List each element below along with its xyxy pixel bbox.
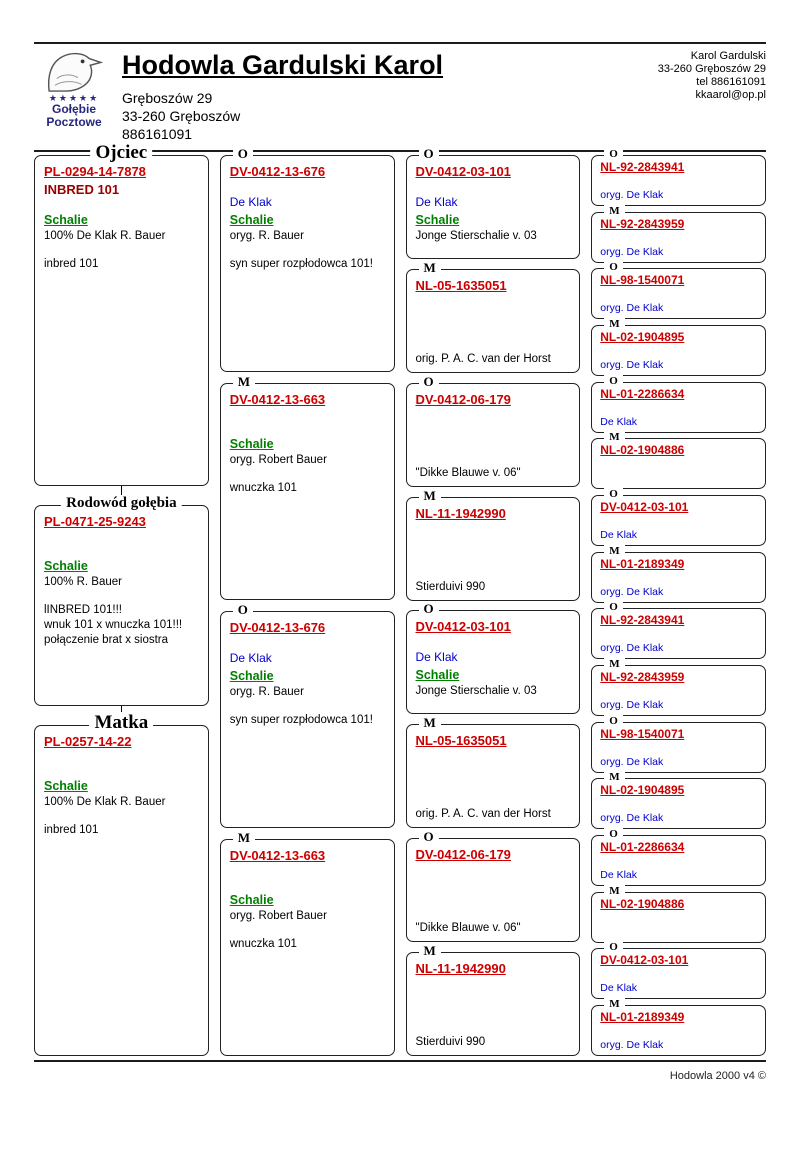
spacer [44,198,199,211]
spacer [600,402,757,416]
box-text: syn super rozpłodowca 101! [229,714,373,726]
pedigree-box [591,544,766,603]
spacer [416,636,571,649]
sex-label: M [419,488,441,504]
spacer [416,409,571,466]
box-text: oryg. De Klak [600,585,664,598]
pedigree-box [591,601,766,659]
sex-label: O [233,146,253,162]
address-line: 33-260 Gręboszów [122,108,241,124]
loft-address [122,89,596,143]
box-text: De Klak [415,195,458,209]
box-text: syn super rozpłodowca 101! [229,258,373,270]
box-text: "Dikke Blauwe v. 06" [415,922,521,935]
pedigree-box [591,657,766,716]
ring-number: PL-0294-14-7878 [44,164,146,179]
column-great-grandparents [406,146,581,1056]
ring-number: DV-0412-06-179 [415,847,511,863]
ring-number: NL-92-2843959 [600,216,685,231]
pedigree-box [591,317,766,376]
sex-label: M [604,205,624,217]
spacer [600,855,757,869]
ring-number: NL-11-1942990 [415,960,506,976]
sex-label: M [419,943,441,959]
box-text: oryg. De Klak [600,189,664,201]
box-text: De Klak [600,868,638,881]
pedigree-box [591,941,766,999]
box-text: De Klak [229,651,272,665]
logo-name-line2: Pocztowe [46,115,102,129]
spacer [230,181,385,194]
spacer [416,295,571,352]
box-text: "Dikke Blauwe v. 06" [415,466,521,479]
spacer [44,531,199,544]
box-text: Schalie [229,669,274,683]
spacer [600,798,757,812]
box-text: Schalie [415,668,460,683]
box-text: wnuczka 101 [229,938,297,950]
pigeon-logo-icon [34,49,114,93]
box-text: Schalie [229,893,274,907]
column-grandparents [220,146,395,1056]
spacer [416,978,571,1035]
box-text: oryg. Robert Bauer [229,454,327,466]
box-text: Schalie [44,559,88,573]
pedigree-box [591,204,766,263]
box-text: lINBRED 101!!! [44,604,122,616]
ring-number: DV-0412-03-101 [600,499,689,514]
spacer [600,232,757,246]
ring-number: NL-98-1540071 [600,726,685,741]
spacer [600,628,757,642]
sex-label: O [419,374,439,390]
ring-number: NL-92-2843941 [600,613,685,628]
box-text: oryg. De Klak [600,245,664,258]
ring-number: DV-0412-13-663 [229,392,326,407]
box-text: Jonge Stierschalie v. 03 [415,685,537,698]
sex-label: O [604,375,623,387]
box-text: połączenie brat x siostra [44,634,169,646]
box-text: inbred 101 [44,824,99,836]
sex-label: O [604,488,623,500]
spacer [230,924,385,937]
sex-label: M [604,658,624,670]
ring-number: NL-98-1540071 [600,273,685,288]
loft-title: Hodowla Gardulski Karol [122,50,444,80]
sex-label: M [419,260,441,276]
spacer [600,742,757,756]
spacer [600,685,757,699]
address-line: Gręboszów 29 [122,90,213,106]
ring-number: NL-05-1635051 [415,733,507,749]
ring-number: PL-0471-25-9243 [44,514,146,529]
ring-number: NL-01-2189349 [600,1009,685,1024]
sex-label: O [419,146,439,162]
sex-label: O [604,601,623,613]
pedigree-box [591,431,766,489]
pedigree-box [591,714,766,773]
box-text: oryg. De Klak [600,698,664,711]
spacer [230,409,385,422]
sex-label: O [604,941,623,953]
pedigree-box [591,487,766,546]
ring-number: NL-02-1904895 [600,329,685,344]
ring-number: PL-0257-14-22 [44,734,132,749]
box-text: Schalie [415,213,460,227]
spacer [230,422,385,435]
spacer [230,865,385,878]
pedigree-box [220,602,395,828]
pedigree-tree [34,142,766,1056]
box-text: De Klak [600,415,638,428]
ring-number: NL-02-1904895 [600,783,685,798]
pedigree-box [406,146,581,259]
spacer [230,637,385,650]
box-text: Schalie [44,779,88,793]
pedigree-box [591,827,766,886]
box-text: De Klak [600,982,638,995]
pedigree-box [406,373,581,487]
sex-label: M [604,998,624,1010]
pedigree-box [591,997,766,1056]
contact-email: kkaarol@op.pl [695,89,766,101]
ring-number: DV-0412-13-676 [229,620,326,635]
spacer [230,878,385,891]
logo-name-line1: Gołębie [51,102,96,116]
sex-label: M [604,885,624,897]
ring-number: NL-92-2843941 [600,160,685,174]
ring-number: NL-05-1635051 [415,277,507,293]
ring-number: NL-11-1942990 [415,505,506,521]
column-great-great-grandparents [591,148,766,1056]
box-text: 100% R. Bauer [44,576,122,588]
column-bird-and-parents [34,142,209,1056]
pedigree-box [591,771,766,829]
sex-label: M [604,431,624,443]
box-text: oryg. R. Bauer [229,686,304,698]
sex-label: M [604,318,624,330]
box-text: Stierduivi 990 [415,1035,486,1048]
box-text: 100% De Klak R. Bauer [44,796,166,808]
spacer [600,515,757,529]
sex-label: M [419,715,441,731]
contact-phone: tel 886161091 [696,76,766,88]
box-text: De Klak [600,528,638,541]
spacer [600,572,757,586]
sex-label: O [419,601,439,617]
box-text: INBRED 101 [44,182,120,197]
spacer [44,810,199,823]
breeder-logo [34,49,114,148]
box-text: orig. P. A. C. van der Horst [415,352,551,365]
ring-number: DV-0412-03-101 [600,953,689,968]
pedigree-box [591,884,766,943]
box-text: oryg. De Klak [600,642,664,655]
spacer [416,864,571,921]
logo-stars-icon: ★★★★★ [48,93,100,103]
pedigree-box [591,148,766,206]
ring-number: NL-01-2286634 [600,386,685,401]
ring-number: DV-0412-13-663 [229,848,326,863]
ring-number: NL-02-1904886 [600,443,685,458]
spacer [44,764,199,777]
ring-number: DV-0412-03-101 [415,619,511,635]
spacer [600,1025,757,1039]
spacer [230,468,385,481]
ring-number: NL-92-2843959 [600,669,685,684]
pedigree-box [406,829,581,942]
spacer [44,544,199,557]
box-text: oryg. R. Bauer [229,230,304,242]
box-title: Rodowód gołębia [61,495,181,512]
contact-name: Karol Gardulski [690,50,766,62]
pedigree-box [406,487,581,601]
spacer [600,288,757,302]
father-box [34,142,209,486]
sex-label: O [604,828,623,840]
sex-label: M [604,771,624,783]
ring-number: NL-01-2286634 [600,839,685,854]
pedigree-box [220,374,395,600]
report-header [34,44,766,150]
pedigree-box [591,374,766,433]
box-text: Stierduivi 990 [415,580,486,593]
pedigree-box [406,942,581,1056]
box-text: oryg. De Klak [600,302,664,315]
sex-label: O [604,148,623,160]
spacer [44,244,199,257]
footer-rule [34,1060,766,1062]
box-text: Schalie [44,213,88,227]
box-text: Jonge Stierschalie v. 03 [415,230,537,242]
title-block [114,49,596,148]
spacer [416,750,571,807]
box-text: Schalie [229,437,274,451]
spacer [44,751,199,764]
spacer [230,700,385,713]
box-text: Schalie [229,213,274,227]
pedigree-box [220,146,395,372]
sex-label: M [233,830,255,846]
pedigree-box [220,830,395,1056]
ring-number: DV-0412-06-179 [415,391,511,407]
pedigree-box [406,715,581,828]
address-line: 886161091 [122,126,193,142]
spacer [416,181,571,194]
pedigree-box [406,259,581,373]
box-text: orig. P. A. C. van der Horst [415,808,551,821]
spacer [44,590,199,603]
box-text: oryg. De Klak [600,812,664,825]
ring-number: NL-02-1904886 [600,896,685,911]
sex-label: M [604,545,624,557]
contact-address: 33-260 Gręboszów 29 [657,63,766,75]
spacer [416,523,571,580]
box-text: wnuk 101 x wnuczka 101!!! [44,619,183,631]
sex-label: O [233,602,253,618]
spacer [600,175,757,189]
ring-number: NL-01-2189349 [600,556,685,571]
box-title: Ojciec [91,142,153,164]
box-text: oryg. Robert Bauer [229,910,327,922]
subject-box [34,495,209,706]
spacer [600,345,757,359]
box-text: oryg. De Klak [600,1038,664,1051]
pedigree-page [0,42,800,1173]
box-text: oryg. De Klak [600,358,664,371]
sex-label: O [419,829,439,845]
sex-label: M [233,374,255,390]
spacer [600,968,757,982]
box-text: De Klak [229,195,272,209]
ring-number: DV-0412-03-101 [415,164,511,179]
pedigree-box [591,261,766,319]
box-text: De Klak [415,650,458,665]
ring-number: DV-0412-13-676 [229,164,326,179]
box-text: 100% De Klak R. Bauer [44,230,166,242]
sex-label: O [604,715,623,727]
pedigree-box [406,601,581,714]
box-text: wnuczka 101 [229,482,297,494]
spacer [230,244,385,257]
sex-label: O [604,261,623,273]
box-text: oryg. De Klak [600,755,664,768]
box-title: Matka [89,712,153,734]
software-credit: Hodowla 2000 v4 © [669,1070,766,1082]
mother-box [34,712,209,1056]
box-text: inbred 101 [44,258,99,270]
contact-block [596,49,766,148]
